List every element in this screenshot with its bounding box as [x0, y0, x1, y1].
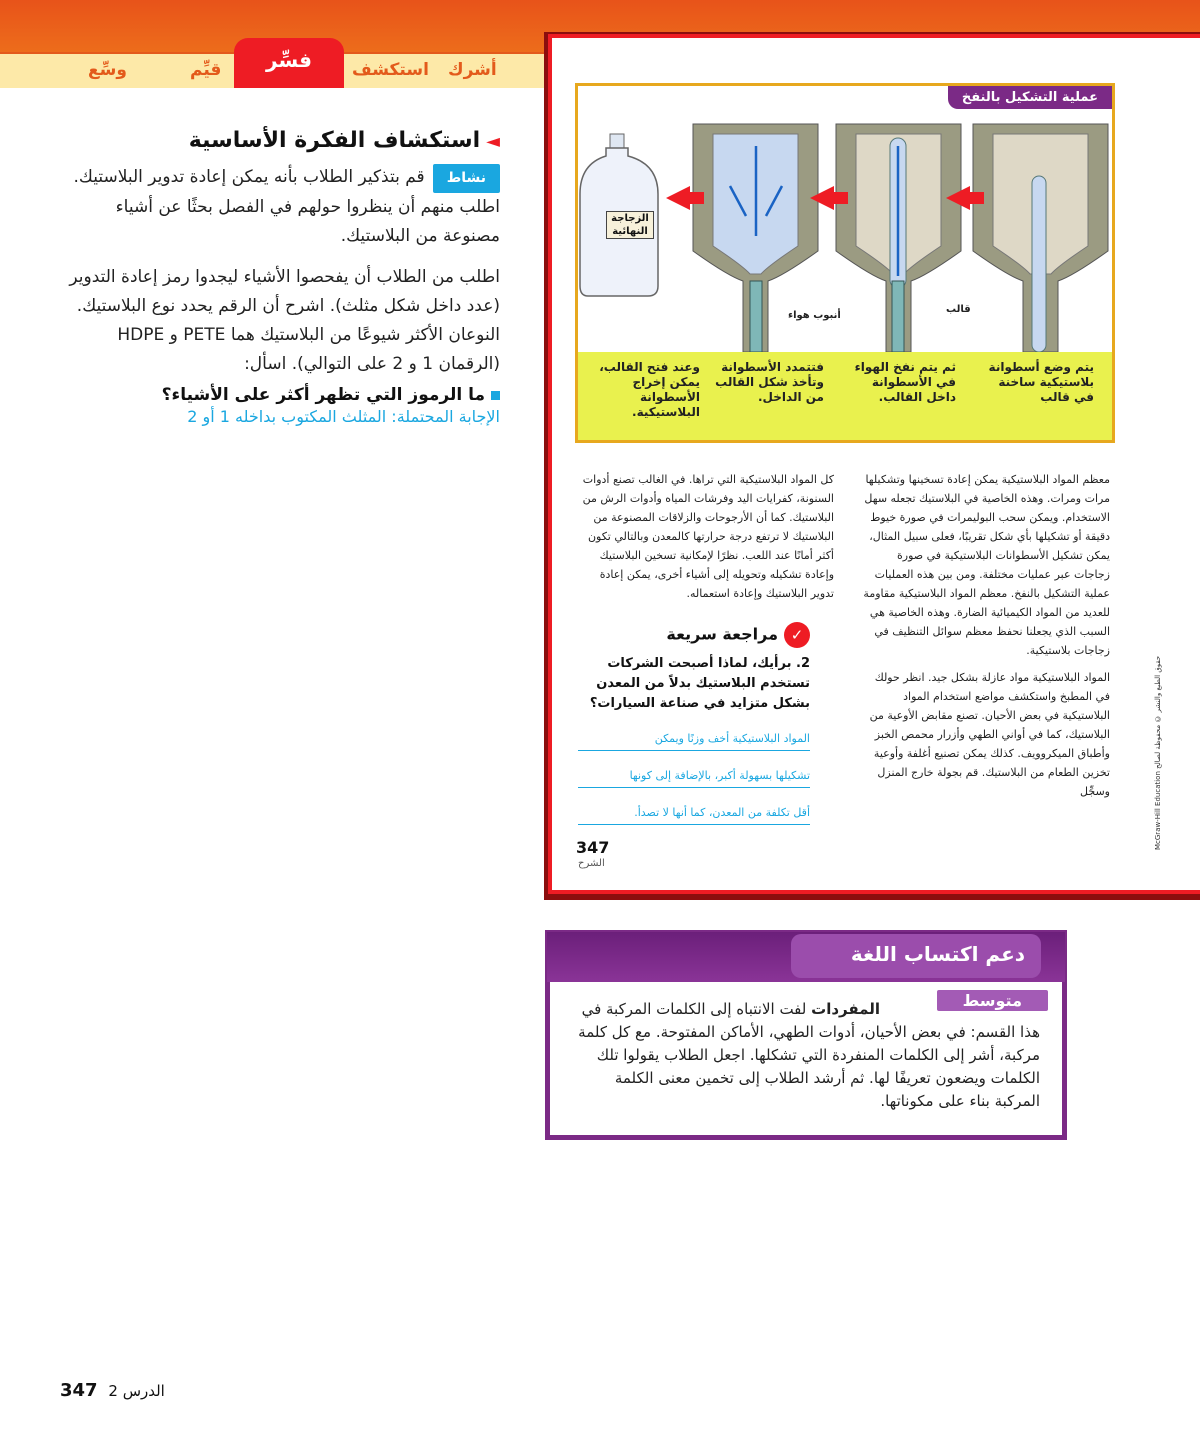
language-support-box [545, 930, 1067, 1140]
quick-review [578, 622, 810, 825]
footer-page-number: 347 [60, 1380, 98, 1401]
checkmark-icon: ✓ [784, 622, 810, 648]
language-box-title: دعم اكتساب اللغة [791, 934, 1041, 978]
tab-extend[interactable]: وسِّع [88, 60, 127, 80]
teacher-notes [60, 128, 500, 429]
activity-paragraph: نشاطقم بتذكير الطلاب بأنه يمكن إعادة تدوير البلاستيك. اطلب منهم أن ينظروا حولهم في الفصل بحثًا عن أشياء مصنوعة من البلاستيك. [60, 163, 500, 251]
tab-explore[interactable]: استكشف [352, 60, 429, 80]
triangle-bullet-icon: ◄ [486, 131, 500, 152]
answer: الإجابة المحتملة: المثلث المكتوب بداخله 1 أو 2 [187, 407, 500, 426]
caption-step-2: ثم يتم نفخ الهواء في الأسطوانة داخل القالب. [854, 360, 956, 404]
air-tube-label: أنبوب هواء [788, 310, 841, 321]
caption-step-1: يتم وضع أسطوانة بلاستيكية ساخنة في قالب [988, 360, 1094, 404]
answer-line-1: المواد البلاستيكية أخف وزنًا ويمكن [578, 728, 810, 751]
language-box-header [547, 932, 1065, 982]
book-page-number: 347 [576, 838, 610, 857]
answer-line-3: أقل تكلفة من المعدن، كما أنها لا تصدأ. [578, 802, 810, 825]
level-badge: متوسط [937, 990, 1048, 1011]
book-paragraph-3: كل المواد البلاستيكية التي تراها. في الغالب تصنع أدوات السنونة، كفرايات اليد وفرشات المياه وأدوات الرش من البلاستيك. كما أن الأرجوحات والزلاقات المصنوعة من البلاستيك لا ترتفع درجة حرارتها كالمعدن وبالتالي تكون أكثر أمانًا عند اللعب. نظرًا لإمكانية تسخين البلاستيك وإعادة تشكيله وتحويله إلى أشياء أخرى، يمكن إعادة تدوير البلاستيك وإعادة استعماله. [582, 473, 834, 600]
footer-lesson-label: الدرس [122, 1382, 165, 1400]
activity-badge: نشاط [433, 164, 500, 193]
vocab-label: المفردات [811, 1000, 880, 1018]
figure-captions [578, 352, 1112, 440]
question: ما الرموز التي تظهر أكثر على الأشياء؟ [60, 385, 500, 405]
mold-label: قالب [946, 304, 971, 315]
book-page-section: الشرح [578, 858, 605, 869]
caption-step-4: وعند فتح القالب، يمكن إخراج الأسطوانة البلاستيكية. [599, 360, 700, 419]
footer-lesson-num: 2 [108, 1382, 118, 1400]
language-box-text: المفردات لفت الانتباه إلى الكلمات المركبة في هذا القسم: في بعض الأحيان، أدوات الطهي، الأماكن المفتوحة. مع كل كلمة مركبة، أشر إلى الكلمات المنفردة التي تشكلها. اجعل الطلاب يقولوا تلك الكلمات ويضعون تعريفًا لها. ثم أرشد الطلاب إلى تخمين معنى الكلمة المركبة بناء على مكوناتها. [578, 1000, 1040, 1110]
blow-molding-figure [575, 83, 1115, 443]
book-paragraph-1: معظم المواد البلاستيكية يمكن إعادة تسخينها وتشكيلها مرات ومرات. وهذه الخاصية في البلاستيك تجعله سهل الاستخدام. ويمكن سحب البوليمرات في صورة خيوط دقيقة أو تشكيلها بأي شكل تقريبًا، فعلى سبيل المثال، يمكن تشكيل الأسطوانات البلاستيكية في صورة زجاجات عبر عمليات مختلفة. ومن بين هذه العمليات عملية التشكيل بالنفخ. معظم المواد البلاستيكية مقاومة للعديد من المواد الكيميائية الضارة. وهذه الخاصية هي السبب الذي يجعلنا نحفظ معظم سوائل التنظيف في زجاجات بلاستيكية. [863, 473, 1110, 657]
copyright-credit: McGraw-Hill Education حقوق الطبع والنشر © محفوظة لصالح [1154, 655, 1162, 850]
mold-1-icon [973, 124, 1108, 352]
section-heading: ◄استكشاف الفكرة الأساسية [188, 128, 500, 153]
caption-step-3: فتتمدد الأسطوانة وتأخذ شكل القالب من الداخل. [715, 360, 824, 404]
figure-title: عملية التشكيل بالنفخ [948, 86, 1112, 109]
language-box-body [547, 982, 1065, 1138]
tab-explain-active[interactable]: فسِّر [234, 38, 344, 88]
page-footer [60, 1380, 165, 1401]
quick-review-heading: ✓مراجعة سريعة [578, 622, 810, 648]
book-column-right [860, 470, 1110, 801]
recycle-paragraph: اطلب من الطلاب أن يفحصوا الأشياء ليجدوا رمز إعادة التدوير (عدد داخل شكل مثلث). اشرح أن الرقم يحدد نوع البلاستيك. النوعان الأكثر شيوعًا من البلاستيك هما PETE و HDPE (الرقمان 1 و 2 على التوالي). اسأل: [69, 267, 500, 374]
tab-engage[interactable]: أشرك [448, 60, 497, 80]
square-bullet-icon [491, 391, 500, 400]
book-column-left [578, 470, 834, 603]
blow-molding-diagram [578, 86, 1112, 352]
answer-line-2: تشكيلها بسهولة أكبر، بالإضافة إلى كونها [578, 765, 810, 788]
tab-evaluate[interactable]: قيِّم [190, 60, 222, 80]
final-bottle-label: الزجاجة النهائية [606, 211, 654, 239]
book-paragraph-2: المواد البلاستيكية مواد عازلة بشكل جيد. انظر حولك في المطبخ واستكشف مواضع استخدام المواد البلاستيكية في بعض الأحيان. تصنع مقابض الأوعية من البلاستيك، كما في أواني الطهي وأزرار محمص الخبز وأطباق الميكروويف. كذلك يمكن تصنيع أغلفة وأوعية تخزين الطعام من البلاستيك. قم بجولة خارج المنزل وسجِّل [869, 671, 1110, 798]
review-question: 2. برأيك، لماذا أصبحت الشركات تستخدم البلاستيك بدلاً من المعدن بشكل متزايد في صناعة السيارات؟ [589, 656, 810, 711]
